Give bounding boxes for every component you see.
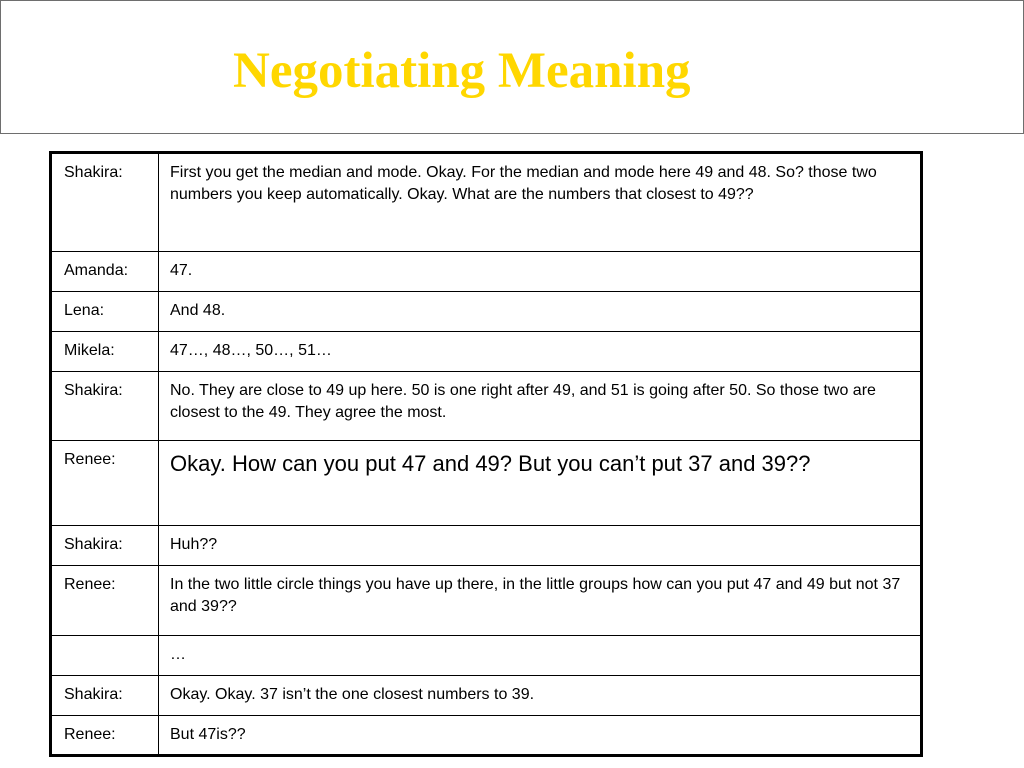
table-row [51, 153, 922, 252]
table-row [51, 441, 922, 526]
table-row [51, 676, 922, 716]
table-row [51, 566, 922, 636]
speaker-cell: Shakira: [51, 676, 159, 716]
utterance-cell: But 47is?? [159, 716, 922, 756]
speaker-cell: Renee: [51, 566, 159, 636]
speaker-cell: Amanda: [51, 252, 159, 292]
table-row [51, 372, 922, 441]
speaker-cell: Shakira: [51, 372, 159, 441]
table-row [51, 716, 922, 756]
utterance-cell: First you get the median and mode. Okay. For the median and mode here 49 and 48. So? those two numbers you keep automatically. Okay. What are the numbers that closest to 49?? [159, 153, 922, 252]
speaker-cell: Renee: [51, 716, 159, 756]
speaker-cell: Lena: [51, 292, 159, 332]
utterance-cell: 47…, 48…, 50…, 51… [159, 332, 922, 372]
utterance-cell: Okay. Okay. 37 isn’t the one closest numbers to 39. [159, 676, 922, 716]
utterance-cell: In the two little circle things you have up there, in the little groups how can you put 47 and 49 but not 37 and 39?? [159, 566, 922, 636]
table-row [51, 332, 922, 372]
utterance-cell: And 48. [159, 292, 922, 332]
slide-title: Negotiating Meaning [233, 43, 691, 99]
speaker-cell [51, 636, 159, 676]
utterance-cell: Huh?? [159, 526, 922, 566]
table-row [51, 292, 922, 332]
utterance-cell: … [159, 636, 922, 676]
speaker-cell: Shakira: [51, 526, 159, 566]
speaker-cell: Mikela: [51, 332, 159, 372]
speaker-cell: Renee: [51, 441, 159, 526]
title-box [0, 0, 1024, 134]
utterance-cell: 47. [159, 252, 922, 292]
table-row [51, 526, 922, 566]
table-row [51, 636, 922, 676]
utterance-cell: Okay. How can you put 47 and 49? But you can’t put 37 and 39?? [159, 441, 922, 526]
utterance-cell: No. They are close to 49 up here. 50 is one right after 49, and 51 is going after 50. So those two are closest to the 49. They agree the most. [159, 372, 922, 441]
transcript-table [49, 151, 923, 757]
speaker-cell: Shakira: [51, 153, 159, 252]
table-row [51, 252, 922, 292]
